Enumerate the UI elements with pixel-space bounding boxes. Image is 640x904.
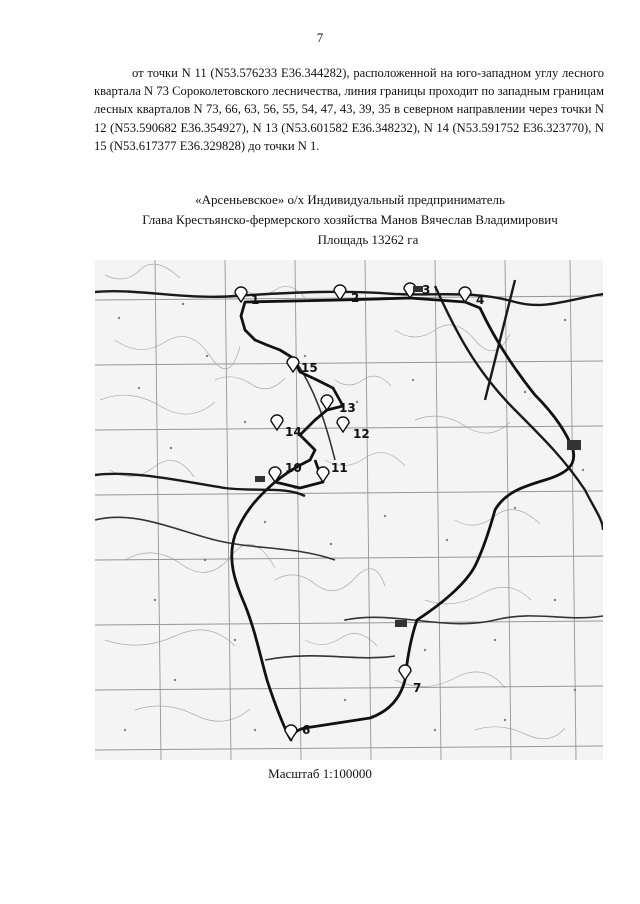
point-label-15: 15 [301, 361, 318, 375]
point-label-13: 13 [339, 401, 356, 415]
map-svg [95, 260, 603, 760]
area-line: Площадь 13262 га [317, 232, 419, 247]
point-label-3: 3 [422, 283, 431, 297]
point-label-12: 12 [353, 427, 370, 441]
topographic-map [95, 260, 603, 760]
header-line-2: Глава Крестьянско-фермерского хозяйства Манов Вячеслав Владимирович [142, 212, 558, 227]
point-label-14: 14 [285, 425, 302, 439]
point-label-4: 4 [476, 293, 485, 307]
point-label-11: 11 [331, 461, 348, 475]
point-label-6: 6 [302, 723, 311, 737]
map-scale-caption: Масштаб 1:100000 [268, 766, 372, 781]
point-label-1: 1 [251, 293, 260, 307]
point-label-2: 2 [351, 291, 360, 305]
point-label-7: 7 [413, 681, 422, 695]
header-line-1: «Арсеньевское» о/х Индивидуальный предприниматель [195, 192, 505, 207]
point-label-10: 10 [285, 461, 302, 475]
page-number: 7 [316, 30, 324, 45]
map-background [95, 260, 603, 760]
boundary-description-paragraph: от точки N 11 (N53.576233 E36.344282), расположенной на юго-западном углу лесного квартала N 73 Сороколетовского лесничества, линия границы проходит по западным границам лесных кварталов N 73, 66, 63, 56, 55, 54, 47, 43, 39, 35 в северном направлении через точки N 12 (N53.590682 E36.354927), N 13 (N53.601582 E36.348232), N 14 (N53.591752 E36.323770), N 15 (N53.617377 E36.329828) до точки N 1. [94, 66, 604, 153]
